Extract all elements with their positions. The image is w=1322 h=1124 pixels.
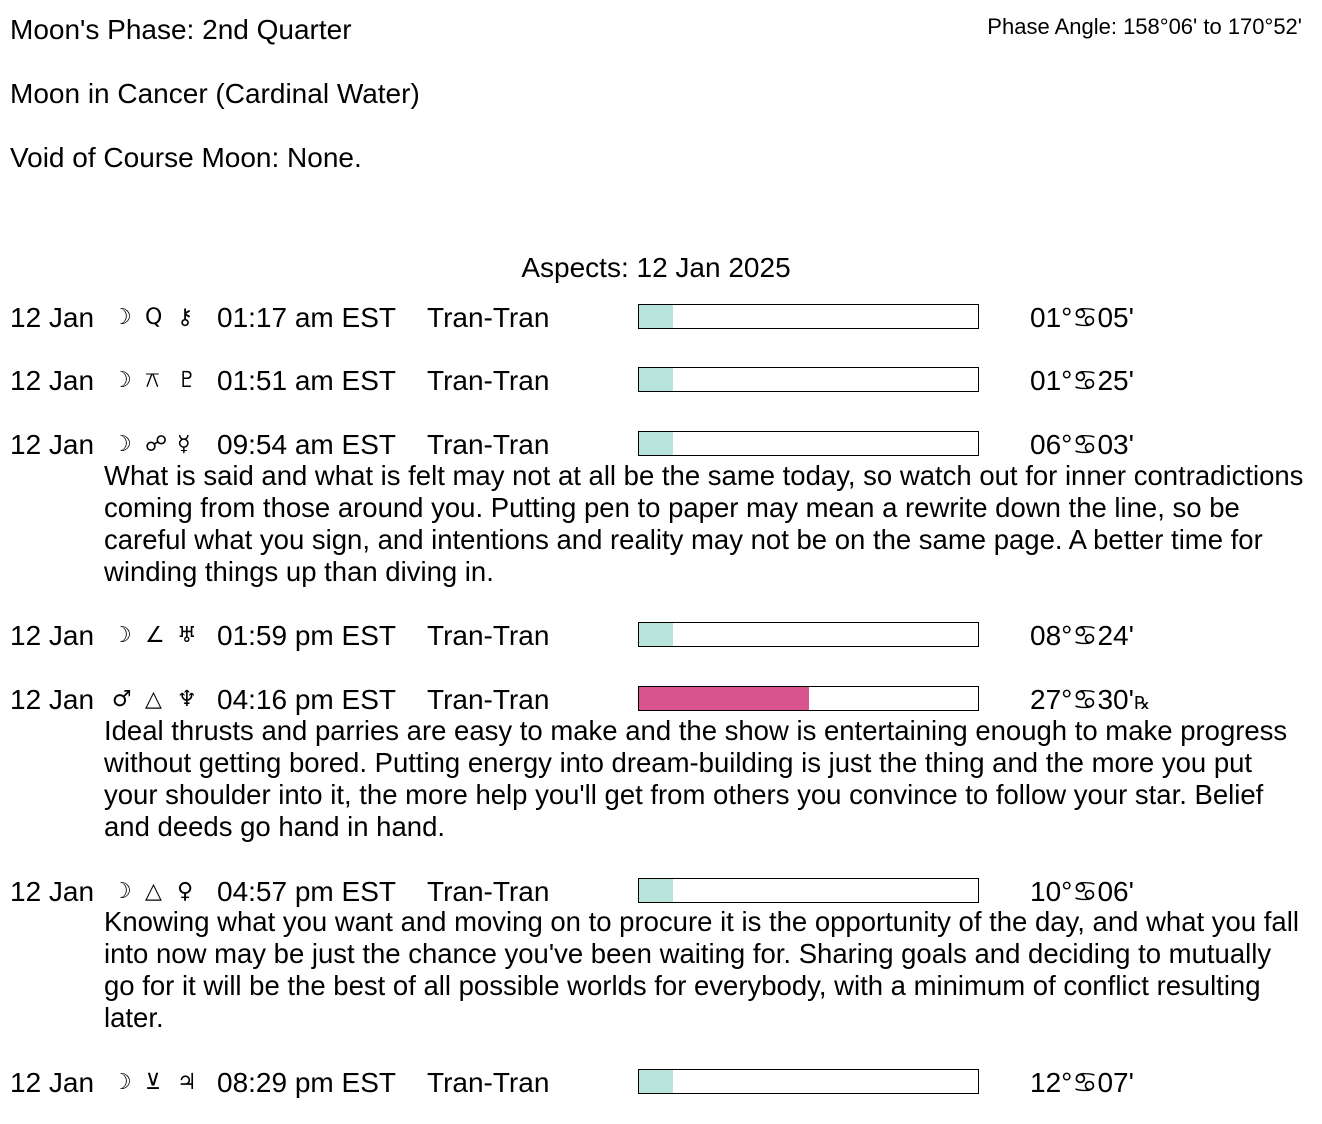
aspect-interpretation: What is said and what is felt may not at all be the same today, so watch out for inner contradictions coming from those around you. Putting pen to paper may mean a rewrite down the line, so be careful what you sign, and intentions and reality may not be on the same page. A better time for winding things up than diving in.	[104, 460, 1304, 587]
aspect-kind: Tran-Tran	[427, 302, 550, 333]
aspect-time: 01:17 am EST	[217, 302, 396, 333]
mars-icon: ♂	[112, 687, 132, 712]
aspect-kind: Tran-Tran	[427, 620, 550, 651]
moon-icon: ☽	[112, 432, 132, 457]
aspect-degree	[1030, 302, 1134, 338]
degree-value: 08°♋24'	[1030, 620, 1134, 651]
aspect-strength-bar	[638, 431, 979, 456]
aspect-strength-fill	[639, 368, 673, 391]
semisquare-icon: ∠	[145, 623, 165, 648]
aspect-degree	[1030, 620, 1134, 656]
aspect-strength-bar	[638, 367, 979, 392]
aspect-interpretation: Ideal thrusts and parries are easy to make and the show is entertaining enough to make progress without getting bored. Putting energy into dream-building is just the thing and the more you put your shoulder into it, the more help you'll get from others you convince to follow your star. Belief and deeds go hand in hand.	[104, 715, 1288, 842]
neptune-icon: ♆	[177, 687, 197, 712]
phase-angle-label: Phase Angle: 158°06' to 170°52'	[987, 14, 1302, 39]
semisextile-icon: ⊻	[145, 1070, 162, 1095]
aspect-row	[0, 302, 1322, 338]
degree-value: 10°♋06'	[1030, 876, 1134, 907]
aspect-strength-bar	[638, 304, 979, 329]
venus-icon: ♀	[177, 879, 194, 904]
opposition-icon: ☍	[145, 432, 168, 457]
aspect-date: 12 Jan	[10, 302, 95, 333]
aspect-row	[0, 620, 1322, 656]
moon-icon: ☽	[112, 879, 132, 904]
degree-value: 27°♋30'	[1030, 684, 1134, 715]
aspect-time: 04:57 pm EST	[217, 876, 396, 907]
void-of-course-label: Void of Course Moon: None.	[10, 142, 362, 173]
degree-value: 01°♋05'	[1030, 302, 1134, 333]
aspect-strength-bar	[638, 622, 979, 647]
degree-value: 01°♋25'	[1030, 365, 1134, 396]
pluto-icon: ♇	[177, 368, 197, 393]
uranus-icon: ♅	[177, 623, 197, 648]
aspect-kind: Tran-Tran	[427, 365, 550, 396]
aspect-interpretation: Knowing what you want and moving on to procure it is the opportunity of the day, and what you fall into now may be just the chance you've been waiting for. Sharing goals and deciding to mutually go for it will be the best of all possible worlds for everybody, with a minimum of conflict resulting later.	[104, 906, 1299, 1033]
aspect-row	[0, 1067, 1322, 1103]
aspect-date: 12 Jan	[10, 876, 95, 907]
quintile-icon: Q	[145, 305, 163, 330]
aspect-kind: Tran-Tran	[427, 1067, 550, 1098]
aspect-strength-fill	[639, 305, 673, 328]
aspect-date: 12 Jan	[10, 620, 95, 651]
degree-value: 12°♋07'	[1030, 1067, 1134, 1098]
aspect-time: 09:54 am EST	[217, 429, 396, 460]
moon-icon: ☽	[112, 305, 132, 330]
mercury-icon: ☿	[177, 432, 191, 457]
aspect-date: 12 Jan	[10, 365, 95, 396]
aspect-time: 08:29 pm EST	[217, 1067, 396, 1098]
aspect-strength-fill	[639, 879, 673, 902]
moon-sign-label: Moon in Cancer (Cardinal Water)	[10, 78, 420, 109]
aspect-strength-bar	[638, 878, 979, 903]
aspect-strength-fill	[639, 432, 673, 455]
jupiter-icon: ♃	[177, 1070, 197, 1095]
moon-icon: ☽	[112, 1070, 132, 1095]
moon-phase-label: Moon's Phase: 2nd Quarter	[10, 14, 352, 45]
aspect-kind: Tran-Tran	[427, 876, 550, 907]
aspect-date: 12 Jan	[10, 684, 95, 715]
trine-icon: △	[145, 879, 162, 904]
aspect-time: 04:16 pm EST	[217, 684, 396, 715]
quincunx-icon: ⚻	[145, 368, 160, 393]
chiron-icon: ⚷	[177, 305, 194, 330]
aspects-title: Aspects: 12 Jan 2025	[521, 252, 791, 283]
aspect-strength-fill	[639, 1070, 673, 1093]
aspect-time: 01:59 pm EST	[217, 620, 396, 651]
aspect-strength-bar	[638, 1069, 979, 1094]
aspect-strength-fill	[639, 623, 673, 646]
moon-icon: ☽	[112, 368, 132, 393]
aspect-time: 01:51 am EST	[217, 365, 396, 396]
aspect-strength-bar	[638, 686, 979, 711]
aspect-kind: Tran-Tran	[427, 429, 550, 460]
aspect-degree	[1030, 1067, 1134, 1103]
aspect-date: 12 Jan	[10, 429, 95, 460]
retrograde-icon: ℞	[1133, 693, 1151, 714]
moon-icon: ☽	[112, 623, 132, 648]
trine-icon: △	[145, 687, 162, 712]
degree-value: 06°♋03'	[1030, 429, 1134, 460]
aspect-date: 12 Jan	[10, 1067, 95, 1098]
aspect-strength-fill	[639, 687, 809, 710]
aspect-degree	[1030, 365, 1134, 401]
aspect-row	[0, 365, 1322, 401]
aspect-kind: Tran-Tran	[427, 684, 550, 715]
